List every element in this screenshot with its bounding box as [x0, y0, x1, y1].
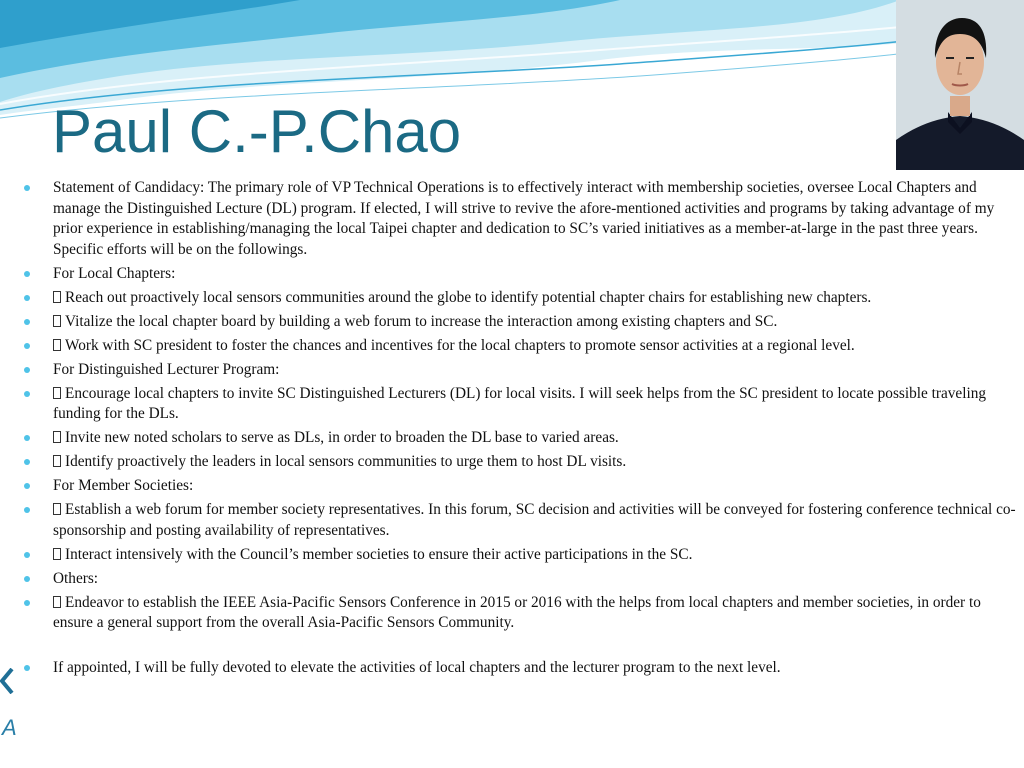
bullet-text: For Distinguished Lecturer Program: — [53, 360, 280, 378]
missing-glyph-icon — [53, 503, 61, 515]
chevron-left-icon — [0, 668, 14, 694]
list-item — [22, 360, 1022, 381]
missing-glyph-icon — [53, 548, 61, 560]
portrait-photo — [896, 0, 1024, 170]
bullet-text: For Member Societies: — [53, 477, 194, 494]
bullet-text: Work with SC president to foster the chances and incentives for the local chapters to promote sensor activities at a regional level. — [65, 336, 855, 354]
list-item — [22, 312, 1022, 333]
list-item — [22, 264, 1022, 285]
bullet-text: Vitalize the local chapter board by building a web forum to increase the interaction among existing chapters and SC. — [65, 312, 778, 330]
missing-glyph-icon — [53, 291, 61, 303]
list-item — [22, 288, 1022, 309]
side-letter: A — [2, 715, 17, 740]
list-item — [22, 500, 1022, 541]
bullet-text: Others: — [53, 569, 99, 587]
list-item — [22, 428, 1022, 449]
missing-glyph-icon — [53, 339, 61, 351]
bullet-text: If appointed, I will be fully devoted to elevate the activities of local chapters and the lecturer program to the next level. — [53, 658, 781, 676]
list-item — [22, 452, 1022, 473]
list-item — [22, 178, 1022, 260]
missing-glyph-icon — [53, 455, 61, 467]
bullet-text: Statement of Candidacy: The primary role of VP Technical Operations is to effectively interact with membership societies, oversee Local Chapters and manage the Distinguished Lecture (DL) program. If elected, I will strive to revive the afore-mentioned activities and programs by taking advantage of my prior experience in establishing/managing the local Taipei chapter and dedication to SC’s varied initiatives as a member-at-large in the past three years. Specific efforts will be on the followings. — [53, 179, 995, 258]
bullet-text: Identify proactively the leaders in local sensors communities to urge them to host DL visits. — [65, 453, 627, 470]
bullet-text: Endeavor to establish the IEEE Asia-Pacific Sensors Conference in 2015 or 2016 with the helps from local chapters and member societies, in order to ensure a general support from the overall Asia-Pacific Sensors Community. — [53, 593, 981, 631]
missing-glyph-icon — [53, 387, 61, 399]
list-item — [22, 569, 1022, 590]
bullet-text: Reach out proactively local sensors communities around the globe to identify potential chapter chairs for establishing new chapters. — [65, 288, 872, 306]
list-item — [22, 476, 1022, 497]
bullet-text: Establish a web forum for member society representatives. In this forum, SC decision and activities will be conveyed for fostering conference technical co-sponsorship and posting availability of representatives. — [53, 501, 1016, 539]
bullet-text: Encourage local chapters to invite SC Distinguished Lecturers (DL) for local visits. I will seek helps from the SC president to locate possible traveling funding for the DLs. — [53, 384, 986, 422]
list-item — [22, 593, 1022, 634]
list-item — [22, 384, 1022, 425]
missing-glyph-icon — [53, 596, 61, 608]
missing-glyph-icon — [53, 315, 61, 327]
bullet-text: For Local Chapters: — [53, 264, 176, 282]
list-item — [22, 545, 1022, 566]
slide-title: Paul C.-P.Chao — [52, 98, 462, 165]
bullet-text: Interact intensively with the Council’s member societies to ensure their active participations in the SC. — [65, 545, 693, 563]
list-item — [22, 336, 1022, 357]
bullet-text: Invite new noted scholars to serve as DLs, in order to broaden the DL base to varied areas. — [65, 429, 619, 446]
list-item — [22, 658, 1022, 679]
missing-glyph-icon — [53, 431, 61, 443]
candidacy-bullet-list — [22, 178, 1022, 682]
